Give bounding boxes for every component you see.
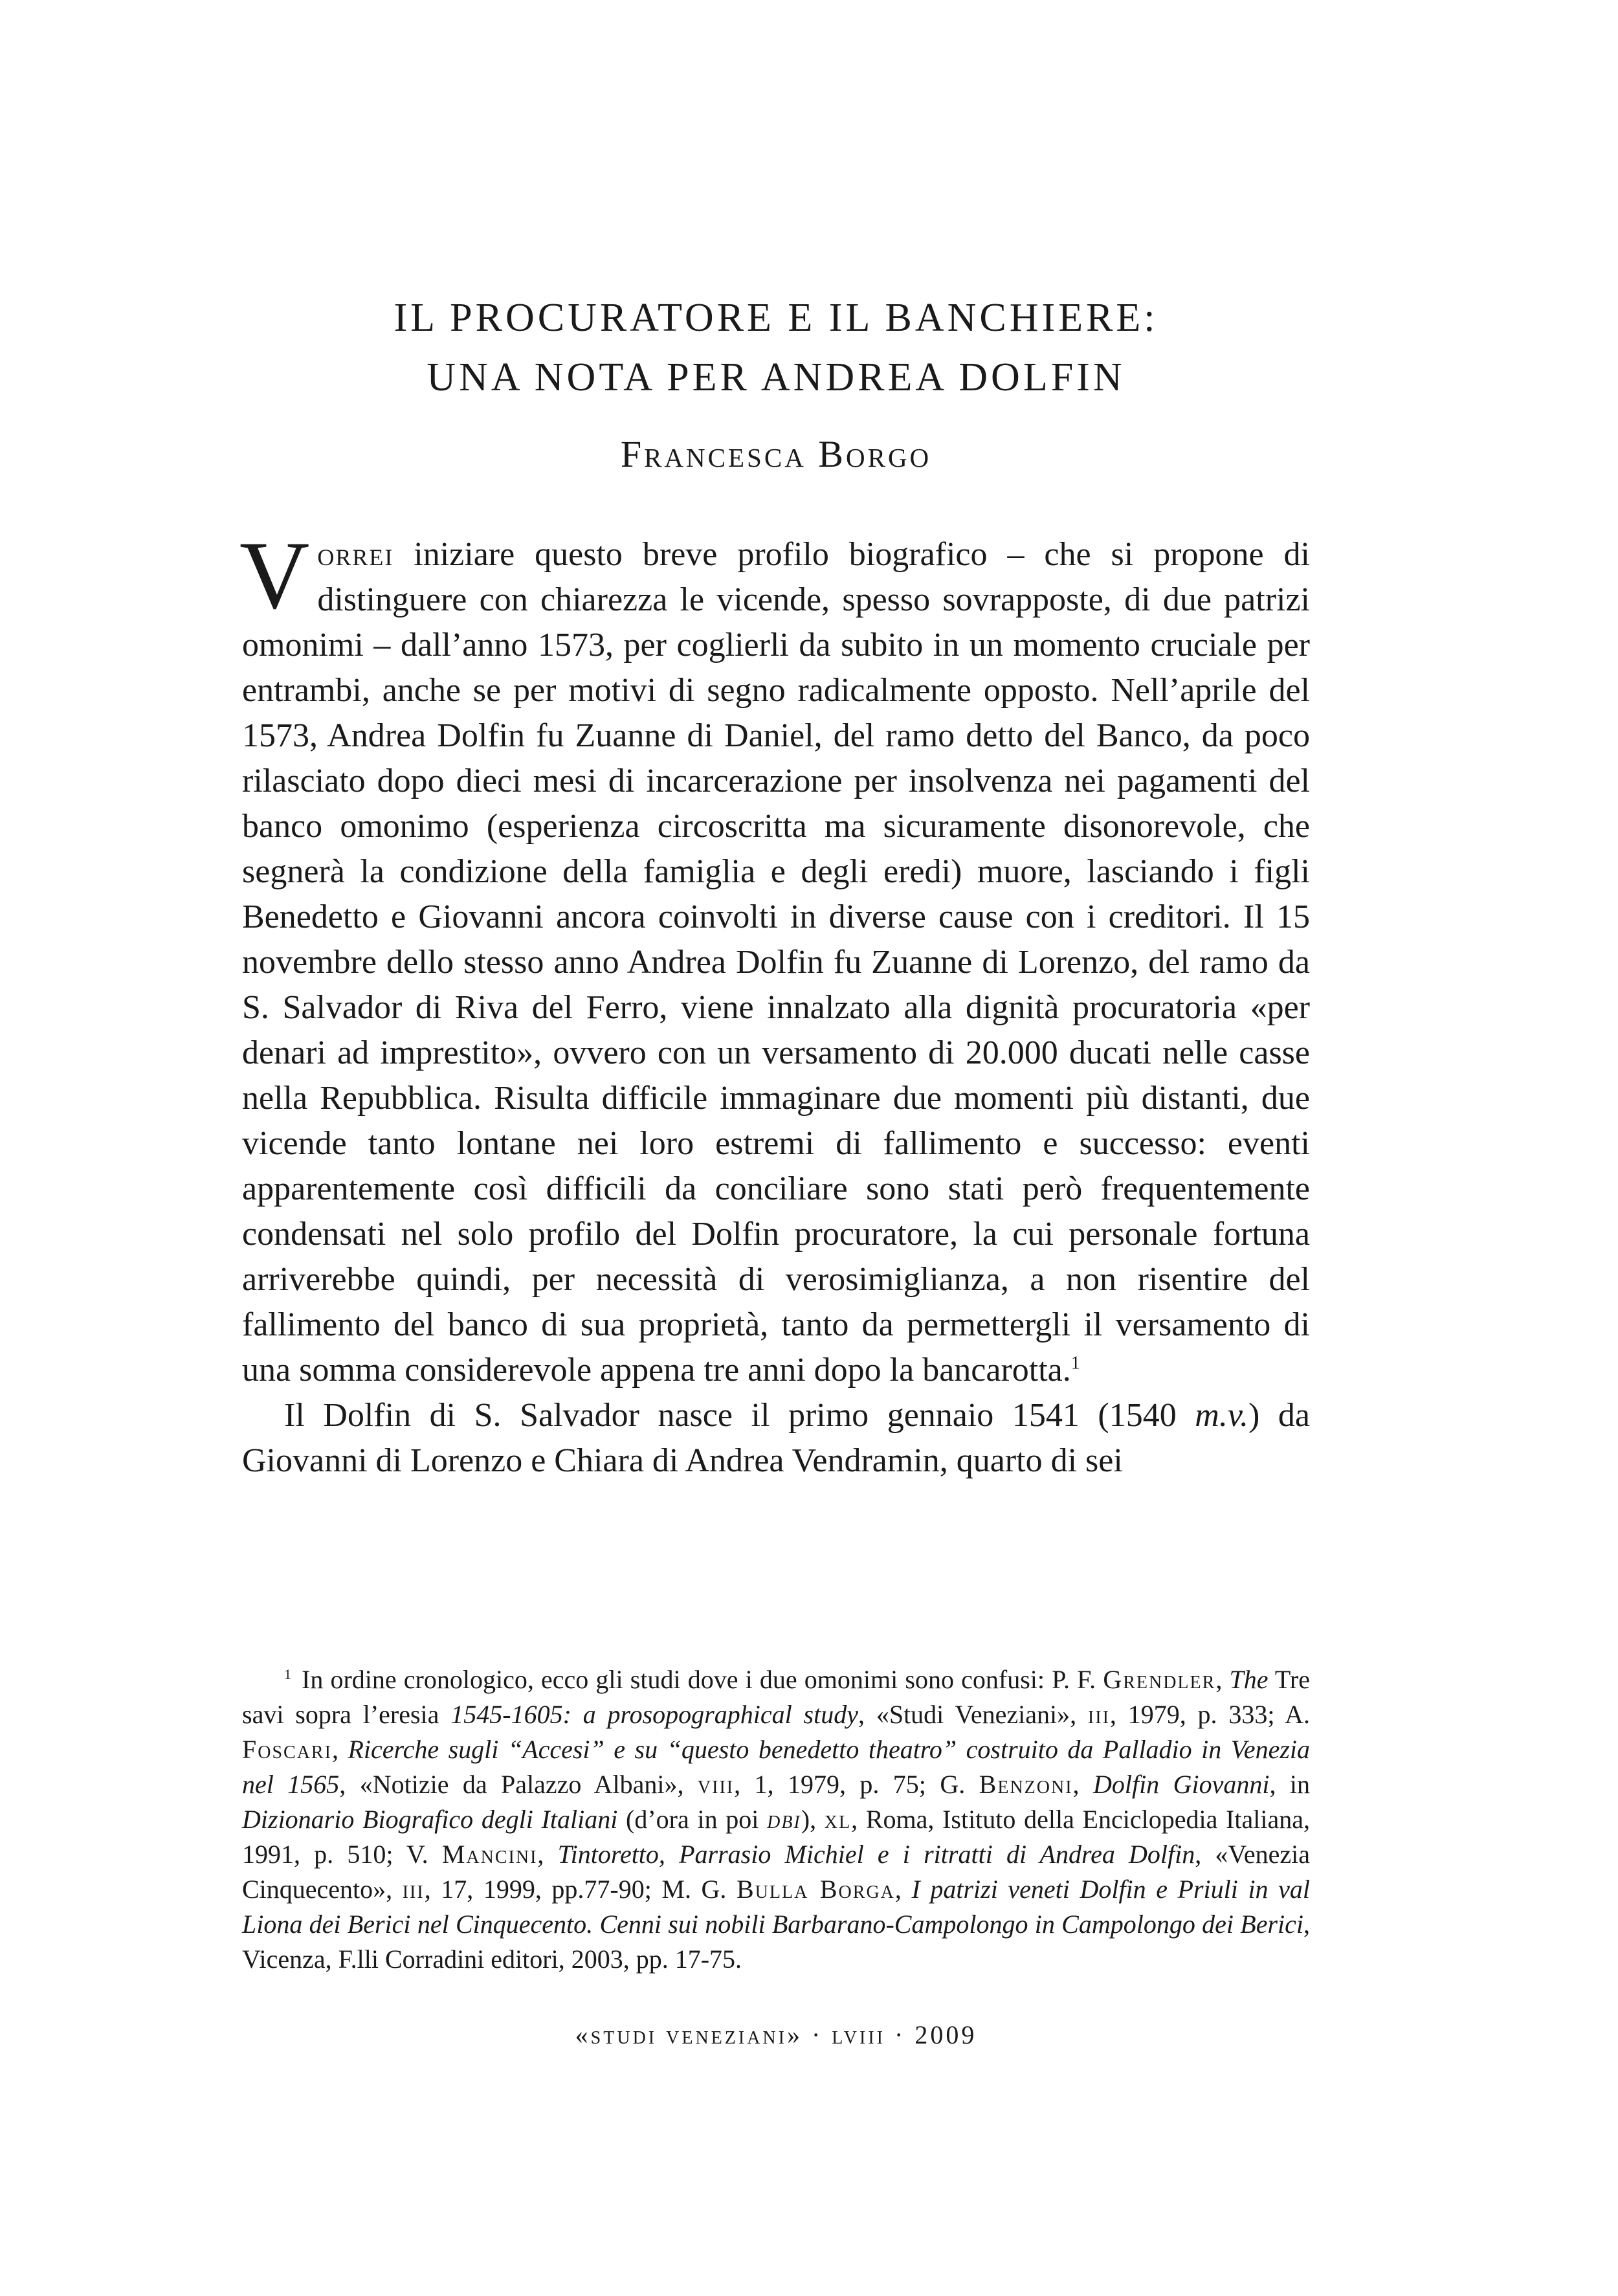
fn-text: , Roma, Istituto della Enciclopedia Italiana, 1991, p. 510; V. — [242, 1805, 1310, 1869]
fn-title: Tintoretto, Parrasio Michiel e i ritratti di Andrea Dolfin — [557, 1840, 1195, 1869]
title-line-1: IL PROCURATORE E IL BANCHIERE: — [393, 296, 1158, 340]
fn-roman: iii — [402, 1875, 425, 1904]
fn-title: The — [1229, 1665, 1269, 1694]
article-body — [239, 522, 1310, 1484]
paragraph-2 — [242, 1393, 1310, 1484]
fn-text: In ordine cronologico, ecco gli studi dove i due omonimi sono confusi: P. F. — [302, 1665, 1103, 1694]
fn-text: , — [894, 1875, 912, 1904]
fn-text: , 17, 1999, pp.77-90; M. G. — [424, 1875, 737, 1904]
fn-text: , — [1072, 1770, 1093, 1799]
footnote-1 — [242, 1662, 1310, 1977]
fn-text: , 1, 1979, p. 75; G. — [734, 1770, 979, 1799]
fn-text: , «Studi Veneziani», — [858, 1700, 1088, 1729]
fn-text: Tre savi sopra l’eresia — [242, 1665, 1310, 1729]
fn-text: ), — [801, 1805, 825, 1834]
author-name: Francesca Borgo — [620, 433, 932, 475]
fn-text: , «Venezia Cinquecento», — [242, 1840, 1310, 1904]
fn-author: Bulla Borga — [736, 1875, 895, 1904]
paragraph-1 — [239, 522, 1310, 1393]
fn-author: Grendler — [1103, 1665, 1216, 1694]
fn-text: , in — [1269, 1770, 1311, 1799]
fn-text: , — [331, 1735, 348, 1764]
fn-text: , «Notizie da Palazzo Albani», — [339, 1770, 698, 1799]
fn-title: I patrizi veneti Dolfin e Priuli in val Liona dei Berici nel Cinquecento. Cenni sui nobili Barbarano-Campolongo in Campolongo dei Berici — [242, 1875, 1310, 1939]
fn-roman: viii — [697, 1770, 735, 1799]
lead-in-smallcaps: orrei — [317, 536, 394, 573]
fn-title: Dolfin Giovanni — [1092, 1770, 1270, 1799]
running-footer: «studi veneziani» · lviii · 2009 — [575, 2020, 977, 2049]
fn-title: Ricerche sugli “Accesi” e su “questo benedetto theatro” costruito da Palladio in Venezia nel 1565 — [242, 1735, 1310, 1799]
fn-text: , Vicenza, F.lli Corradini editori, 2003, pp. 17-75. — [242, 1910, 1310, 1974]
footnote-mark: 1 — [284, 1666, 291, 1682]
fn-abbreviation: dbi — [767, 1805, 801, 1834]
fn-author: Mancini — [441, 1840, 538, 1869]
fn-text: (d’ora in poi — [617, 1805, 768, 1834]
footnotes — [242, 1662, 1310, 1977]
fn-author: Benzoni — [979, 1770, 1073, 1799]
fn-roman: xl — [824, 1805, 852, 1834]
fn-title: 1545-1605: a prosopographical study — [450, 1700, 858, 1729]
footnote-reference: 1 — [1070, 1353, 1080, 1374]
paragraph-2-text-before: Il Dolfin di S. Salvador nasce il primo gennaio 1541 (1540 — [284, 1397, 1195, 1434]
paragraph-2-text-after: ) da Giovanni di Lorenzo e Chiara di Andrea Vendramin, quarto di sei — [242, 1397, 1310, 1479]
article-title — [242, 288, 1310, 407]
paragraph-1-text: iniziare questo breve profilo biografico – che si propone di distinguere con chiarezza le vicende, spesso sovrapposte, di due patrizi omonimi – dall’anno 1573, per coglierli da subito in un momento cruciale per entrambi, anche se per motivi di segno radicalmente opposto. Nell’aprile del 1573, Andrea Dolfin fu Zuanne di Daniel, del ramo detto del Banco, da poco rilasciato dopo dieci mesi di incarcerazione per insolvenza nei pagamenti del banco omonimo (esperienza circoscritta ma sicuramente disonorevole, che segnerà la condizione della famiglia e degli eredi) muore, lasciando i figli Benedetto e Giovanni ancora coinvolti in diverse cause con i creditori. Il 15 novembre dello stesso anno Andrea Dolfin fu Zuanne di Lorenzo, del ramo da S. Salvador di Riva del Ferro, viene innalzato alla dignità procuratoria «per denari ad imprestito», ovvero con un versamento di 20.000 ducati nelle casse nella Repubblica. Risulta difficile immaginare due momenti più distanti, due vicende tanto lontane nei loro estremi di fallimento e successo: eventi apparentemente così difficili da conciliare sono stati però frequentemente condensati nel solo profilo del Dolfin procuratore, la cui personale fortuna arriverebbe quindi, per necessità di verosimiglianza, a non risentire del fallimento del banco di sua proprietà, tanto da permettergli il versamento di una somma considerevole appena tre anni dopo la bancarotta. — [242, 536, 1310, 1388]
title-line-2: UNA NOTA PER ANDREA DOLFIN — [427, 355, 1125, 399]
fn-title: Dizionario Biografico degli Italiani — [242, 1805, 618, 1834]
fn-roman: iii — [1087, 1700, 1110, 1729]
fn-author: Foscari — [242, 1735, 332, 1764]
fn-text: , — [537, 1840, 558, 1869]
page — [239, 0, 1311, 2296]
paragraph-2-italic: m.v. — [1195, 1397, 1249, 1434]
fn-text: , 1979, p. 333; A. — [1109, 1700, 1310, 1729]
fn-text: , — [1215, 1665, 1230, 1694]
drop-cap: V — [239, 522, 310, 629]
